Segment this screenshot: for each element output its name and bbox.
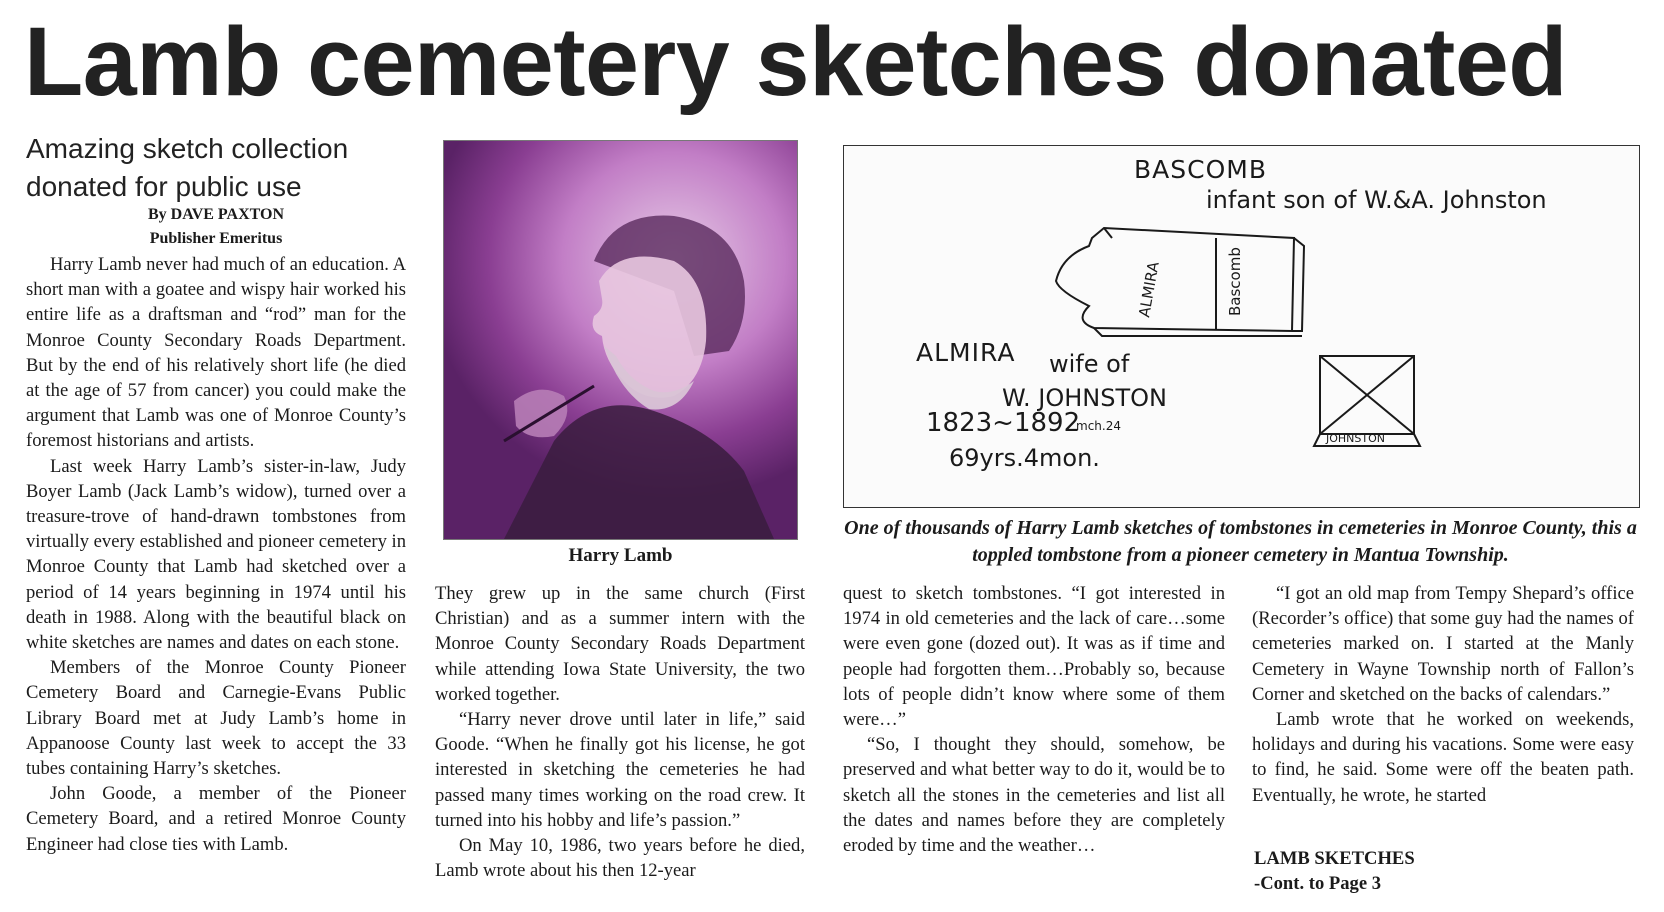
paragraph: They grew up in the same church (First Christian) and as a summer intern with the Monroe County Secondary Roads Department while attending Iowa State University, the two worked together. [435,583,805,705]
photo-caption: Harry Lamb [568,545,673,566]
continuation-page: -Cont. to Page 3 [1254,873,1382,894]
sketch-date-note: mch.24 [1076,419,1121,433]
paragraph: Lamb wrote that he worked on weekends, holidays and during his vacations. Some were easy to find, he said. Some were off the beaten path. Eventually, he wrote, he started [1252,709,1634,806]
toppled-stone-drawing [1056,228,1304,336]
article-column-4 [1252,581,1634,808]
continuation-note [1254,846,1634,896]
paragraph: On May 10, 1986, two years before he died, Lamb wrote about his then 12-year [435,835,805,882]
portrait-illustration [444,141,797,539]
paragraph: quest to sketch tombstones. “I got interested in 1974 in old cemeteries and the lack of care…some were even gone (dozed out). It was as if time and people had forgotten them…Probably so, because lots of people didn’t know where some of them were…” [843,583,1225,731]
sketch-subtitle: infant son of W.&A. Johnston [1206,186,1547,214]
paragraph: Harry Lamb never had much of an education. A short man with a goatee and wispy hair worked his entire life as a draftsman and “rod” man for the Monroe County Secondary Roads Department. But by the end of his relatively short life (he died at the age of 57 from cancer) you could make the argument that Lamb was one of Monroe County’s foremost historians and artists. [26,254,406,452]
box-stone-label: JOHNSTON [1326,432,1385,445]
sketch-wife-of: wife of [1049,350,1130,378]
headline: Lamb cemetery sketches donated [24,7,1568,116]
stone-left-label: ALMIRA [1135,260,1163,319]
tombstone-sketch [843,145,1640,508]
sketch-name-main: ALMIRA [916,338,1016,367]
paragraph: John Goode, a member of the Pioneer Cemetery Board, and a retired Monroe County Engineer had close ties with Lamb. [26,783,406,855]
article-column-3 [843,581,1225,858]
sketch-age: 69yrs.4mon. [949,444,1100,472]
paragraph: Last week Harry Lamb’s sister-in-law, Judy Boyer Lamb (Jack Lamb’s widow), turned over a treasure-trove of hand-drawn tombstones from virtually every established and pioneer cemetery in Monroe County that Lamb had sketched over a period of 14 years beginning in 1974 until his death in 1988. Along with the beautiful black on white sketches are names and dates on each stone. [26,455,406,654]
sketch-name-top: BASCOMB [1134,155,1267,184]
article-column-2 [435,581,805,883]
sketch-caption: One of thousands of Harry Lamb sketches of tombstones in cemeteries in Monroe County, this a toppled tombstone from a pioneer cemetery in Mantua Township. [844,517,1637,566]
byline-title: Publisher Emeritus [149,230,283,247]
stone-right-label: Bascomb [1226,247,1244,316]
sketch-years: 1823~1892 [926,408,1081,438]
article-column-1 [26,252,406,857]
paragraph: Members of the Monroe County Pioneer Cemetery Board and Carnegie-Evans Public Library Board met at Judy Lamb’s home in Appanoose County last week to accept the 33 tubes containing Harry’s sketches. [26,657,406,780]
paragraph: “Harry never drove until later in life,” said Goode. “When he finally got his license, he got interested in sketching the cemeteries he had passed many times working on the road crew. It turned into his hobby and life’s passion.” [435,709,805,831]
paragraph: “So, I thought they should, somehow, be preserved and what better way to do it, would be to sketch all the stones in the cemeteries and list all the dates and names before they are completely eroded by time and the weather… [843,734,1225,857]
paragraph: “I got an old map from Tempy Shepard’s office (Recorder’s office) that some guy had the names of cemeteries marked on. I started at the Manly Cemetery in Wayne Township north of Fallon’s Corner and sketched on the backs of calendars.” [1252,583,1634,705]
byline-author: By DAVE PAXTON [147,206,285,223]
subheadline: Amazing sketch collection donated for public use [26,133,349,202]
harry-lamb-photo [443,140,798,540]
continuation-label: LAMB SKETCHES [1254,848,1415,869]
sketch-husband: W. JOHNSTON [1002,384,1167,412]
